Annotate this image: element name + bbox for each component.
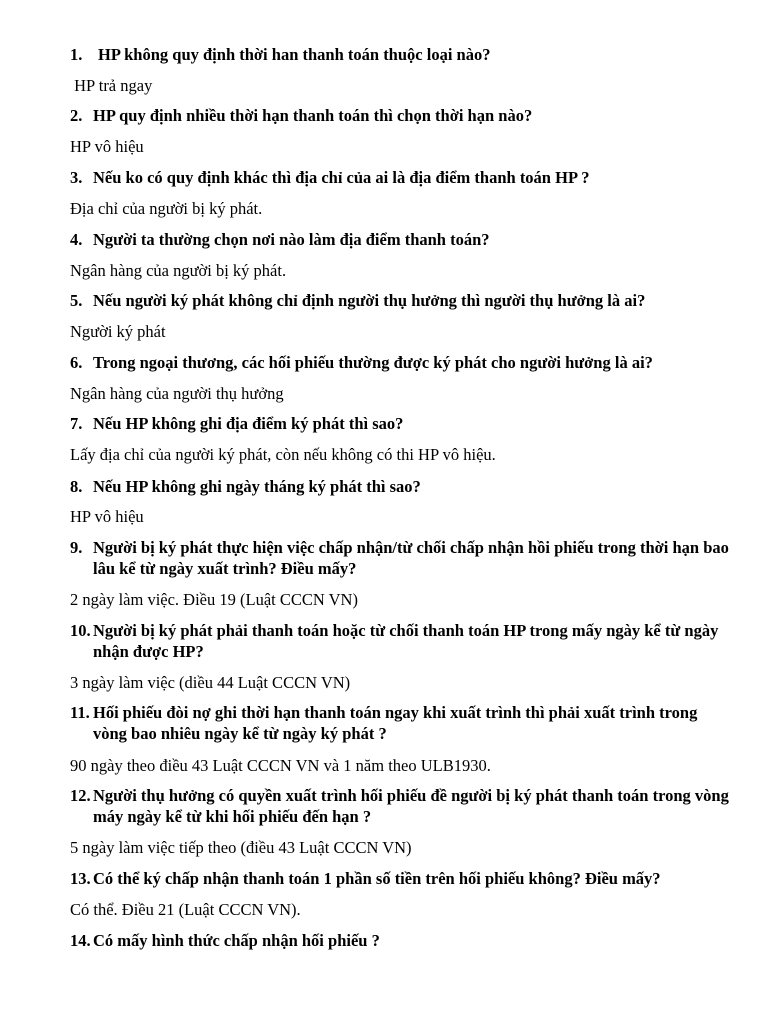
answer-12: 5 ngày làm việc tiếp theo (điều 43 Luật CCCN VN)	[70, 838, 412, 857]
question-1	[70, 44, 730, 65]
question-text: Có thể ký chấp nhận thanh toán 1 phần số tiền trên hối phiếu không? Điều mấy?	[93, 869, 661, 888]
answer-3: Địa chỉ của người bị ký phát.	[70, 199, 263, 218]
question-number: 10.	[70, 621, 91, 640]
question-number: 9.	[70, 538, 83, 557]
answer-8: HP vô hiệu	[70, 507, 144, 526]
question-text: Hối phiếu đòi nợ ghi thời hạn thanh toán ngay khi xuất trình thì phải xuất trình trong vòng bao nhiêu ngày kể từ ngày ký phát ?	[93, 703, 698, 743]
question-5	[70, 290, 730, 311]
question-number: 1.	[70, 45, 83, 64]
answer-13: Có thể. Điều 21 (Luật CCCN VN).	[70, 900, 301, 919]
question-13	[70, 868, 730, 889]
answer-1: HP trả ngay	[70, 76, 153, 95]
question-number: 6.	[70, 353, 83, 372]
question-10	[70, 620, 730, 662]
question-number: 3.	[70, 168, 83, 187]
question-11	[70, 702, 730, 744]
answer-11: 90 ngày theo điều 43 Luật CCCN VN và 1 năm theo ULB1930.	[70, 756, 491, 775]
question-number: 12.	[70, 786, 91, 805]
question-12	[70, 785, 730, 827]
answer-2: HP vô hiệu	[70, 137, 144, 156]
question-6	[70, 352, 730, 373]
question-text: Người ta thường chọn nơi nào làm địa điểm thanh toán?	[93, 230, 490, 249]
question-number: 5.	[70, 291, 83, 310]
question-text: Nếu người ký phát không chỉ định người thụ hưởng thì người thụ hưởng là ai?	[93, 291, 646, 310]
question-text: Nếu HP không ghi ngày tháng ký phát thì sao?	[93, 477, 421, 496]
question-text: Người bị ký phát thực hiện việc chấp nhận/từ chối chấp nhận hồi phiếu trong thời hạn bao lâu kể từ ngày xuất trình? Điều mấy?	[93, 538, 729, 578]
question-9	[70, 537, 730, 579]
answer-6: Ngân hàng của người thụ hưởng	[70, 384, 284, 403]
question-text: Người thụ hưởng có quyền xuất trình hối phiếu đề người bị ký phát thanh toán trong vòng máy ngày kể từ khi hối phiếu đến hạn ?	[93, 786, 729, 826]
answer-9: 2 ngày làm việc. Điều 19 (Luật CCCN VN)	[70, 590, 358, 609]
question-text: Có mấy hình thức chấp nhận hối phiếu ?	[93, 931, 380, 950]
question-number: 14.	[70, 931, 91, 950]
question-4	[70, 229, 730, 250]
answer-4: Ngân hàng của người bị ký phát.	[70, 261, 287, 280]
question-text: Nếu ko có quy định khác thì địa chỉ của ai là địa điểm thanh toán HP ?	[93, 168, 590, 187]
question-number: 8.	[70, 477, 83, 496]
question-text: Người bị ký phát phải thanh toán hoặc từ chối thanh toán HP trong mấy ngày kể từ ngày nhận được HP?	[93, 621, 719, 661]
answer-10: 3 ngày làm việc (diều 44 Luật CCCN VN)	[70, 673, 351, 692]
question-2	[70, 105, 730, 126]
question-text: Trong ngoại thương, các hối phiếu thường được ký phát cho người hưởng là ai?	[93, 353, 653, 372]
question-number: 7.	[70, 414, 83, 433]
question-number: 4.	[70, 230, 83, 249]
question-text: HP quy định nhiều thời hạn thanh toán thì chọn thời hạn nào?	[93, 106, 533, 125]
question-number: 2.	[70, 106, 83, 125]
question-number: 13.	[70, 869, 91, 888]
question-number: 11.	[70, 703, 90, 722]
question-3	[70, 167, 730, 188]
question-text: HP không quy định thời han thanh toán thuộc loại nào?	[98, 45, 491, 64]
question-8	[70, 476, 730, 497]
answer-7: Lấy địa chỉ của người ký phát, còn nếu không có thi HP vô hiệu.	[70, 445, 496, 464]
question-7	[70, 413, 730, 434]
question-text: Nếu HP không ghi địa điểm ký phát thì sao?	[93, 414, 404, 433]
answer-5: Người ký phát	[70, 322, 166, 341]
question-14	[70, 930, 730, 951]
